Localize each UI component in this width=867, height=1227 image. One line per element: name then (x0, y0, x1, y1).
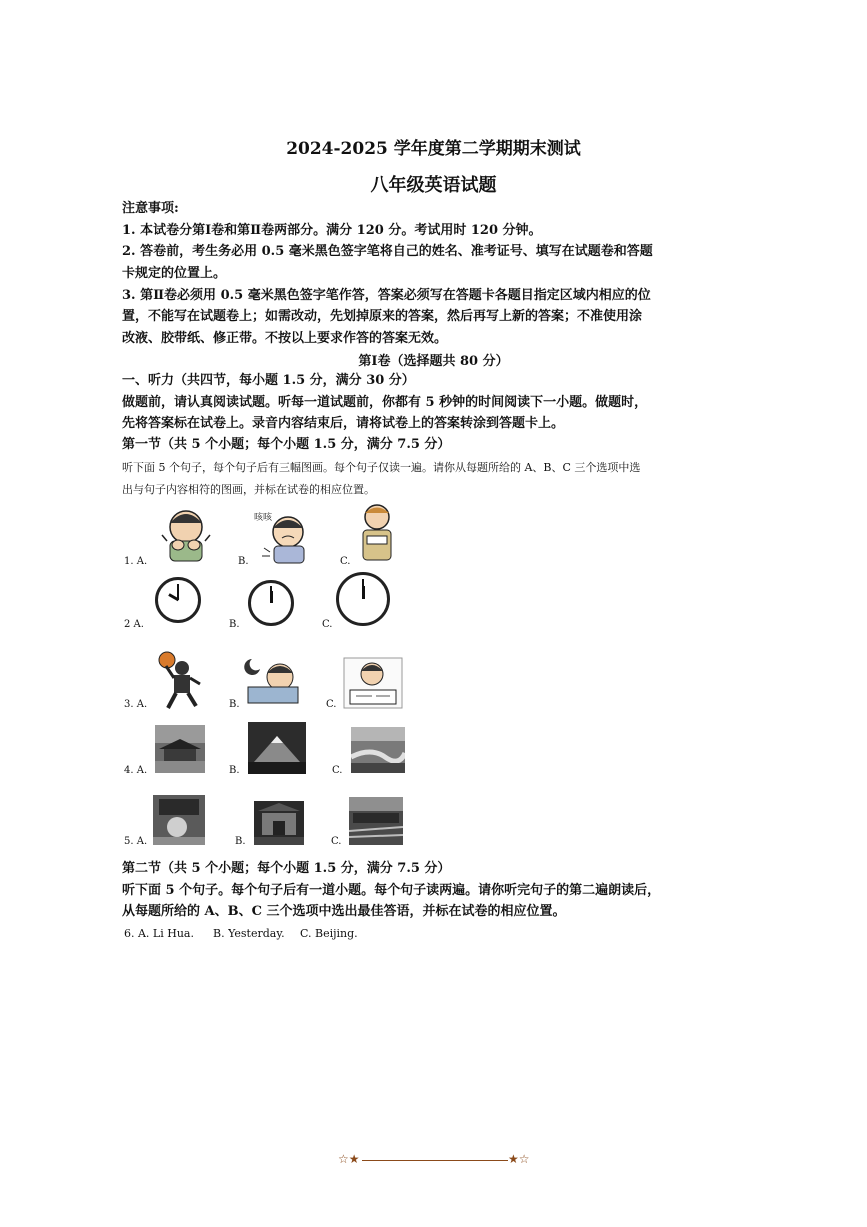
note-3-line2: 置，不能写在试题卷上；如需改动，先划掉原来的答案，然后再写上新的答案；不准使用涂 (122, 309, 643, 324)
q6-option-b: B. Yesterday. (213, 927, 285, 940)
note-2-line1: 2. 答卷前，考生务必用 0.5 毫米黑色签字笔将自己的姓名、准考证号、填写在试题卷和答题 (122, 244, 653, 259)
q3-option-c-image (342, 656, 404, 710)
q5-option-b-photo (254, 801, 304, 845)
q4-option-a-photo (155, 725, 205, 773)
q2-option-c-clock (336, 572, 390, 626)
q2-option-c-label: C. (322, 619, 333, 630)
q1-option-a-label: 1. A. (124, 556, 148, 567)
note-3-line1: 3. 第Ⅱ卷必须用 0.5 毫米黑色签字笔作答，答案必须写在答题卡各题目指定区域内相应的位 (122, 288, 651, 303)
q6-option-c: C. Beijing. (300, 927, 358, 940)
q1-option-c-label: C. (340, 556, 351, 567)
q2-option-b-label: B. (229, 619, 240, 630)
q2-option-a-label: 2 A. (124, 619, 144, 630)
q5-option-c-label: C. (331, 836, 342, 847)
q5-option-a-label: 5. A. (124, 836, 148, 847)
exam-title: 2024-2025 学年度第二学期期末测试 (286, 139, 581, 159)
section2-instr-line1: 听下面 5 个句子。每个句子后有一道小题。每个句子读两遍。请你听完句子的第二遍朗读后， (122, 883, 661, 898)
q1-option-b-image (252, 508, 312, 564)
q4-option-c-photo (351, 727, 405, 773)
q4-option-b-label: B. (229, 765, 240, 776)
section2-instr-line2: 从每题所给的 A、B、C 三个选项中选出最佳答语，并标在试卷的相应位置。 (122, 904, 566, 919)
listening-section-title: 一、听力（共四节，每小题 1.5 分，满分 30 分） (122, 373, 415, 388)
q3-option-a-label: 3. A. (124, 699, 148, 710)
q5-option-c-photo (349, 797, 403, 845)
footer-stars-right: ★☆ (508, 1152, 530, 1166)
section1-instr-line1: 听下面 5 个句子，每个句子后有三幅图画。每个句子仅读一遍。请你从每题所给的 A、B、C 三个选项中选 (122, 461, 641, 474)
part1-heading: 第Ⅰ卷（选择题共 80 分） (358, 354, 509, 369)
q1-option-b-label: B. (238, 556, 249, 567)
q4-option-c-label: C. (332, 765, 343, 776)
section1-instr-line2: 出与句子内容相符的图画，并标在试卷的相应位置。 (122, 483, 375, 496)
q3-option-c-label: C. (326, 699, 337, 710)
q2-option-b-clock (248, 580, 294, 626)
notes-heading: 注意事项: (122, 201, 179, 216)
q5-option-b-label: B. (235, 836, 246, 847)
note-2-line2: 卡规定的位置上。 (122, 266, 227, 281)
q2-option-a-clock (155, 577, 201, 623)
q4-option-b-photo (248, 722, 306, 774)
footer-stars-left: ☆★ (338, 1152, 360, 1166)
footer-line (362, 1160, 508, 1161)
listening-instr-line2: 先将答案标在试卷上。录音内容结束后，请将试卷上的答案转涂到答题卡上。 (122, 416, 565, 431)
exam-subtitle: 八年级英语试题 (370, 175, 497, 196)
q1-option-a-image (158, 505, 214, 563)
section2-title: 第二节（共 5 个小题；每个小题 1.5 分，满分 7.5 分） (122, 861, 451, 876)
q3-option-b-image (244, 655, 300, 705)
q4-option-a-label: 4. A. (124, 765, 148, 776)
speech-bubble-text: 咳咳 (254, 513, 273, 523)
footer-ornament (338, 1152, 538, 1168)
section1-title: 第一节（共 5 个小题；每个小题 1.5 分，满分 7.5 分） (122, 437, 451, 452)
q3-option-a-image (152, 650, 210, 710)
listening-instr-line1: 做题前，请认真阅读试题。听每一道试题前，你都有 5 秒钟的时间阅读下一小题。做题时， (122, 395, 648, 410)
q5-option-a-photo (153, 795, 205, 845)
q3-option-b-label: B. (229, 699, 240, 710)
note-3-line3: 改液、胶带纸、修正带。不按以上要求作答的答案无效。 (122, 331, 448, 346)
note-1: 1. 本试卷分第Ⅰ卷和第Ⅱ卷两部分。满分 120 分。考试用时 120 分钟。 (122, 223, 542, 238)
q1-option-c-image (357, 500, 397, 562)
q6-option-a: 6. A. Li Hua. (124, 927, 194, 940)
